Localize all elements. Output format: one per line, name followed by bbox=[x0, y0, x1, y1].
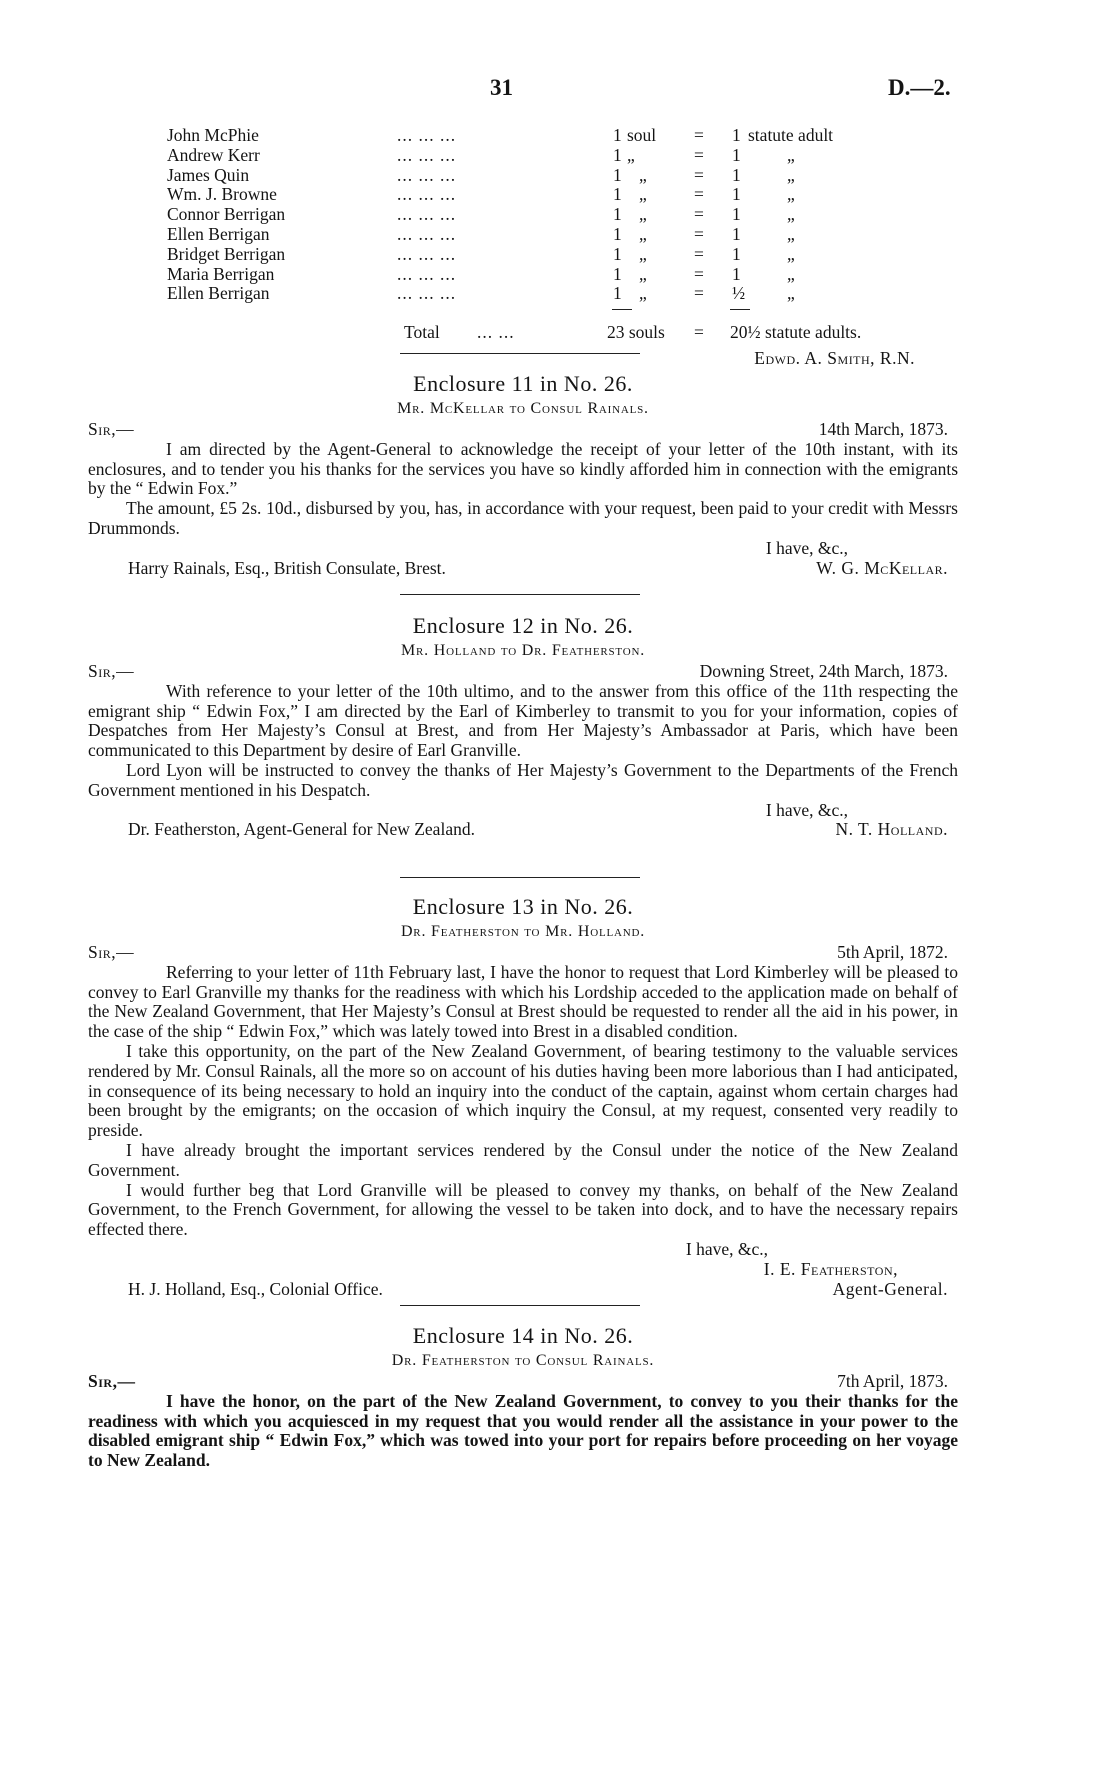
letter-paragraph: I take this opportunity, on the part of the New Zealand Government, of bearing testimony to the valuable services rendered by Mr. Consul Rainals, all the more so on account of his duties having been more laborious than I had anticipated, in consequence of its being necessary to hold an inquiry into the conduct of the captain, against whom certain charges had been brought by the emigrants; on the occasion of which inquiry the Consul, at my request, consented very readily to preside. bbox=[88, 1040, 958, 1141]
signature-line bbox=[88, 559, 958, 579]
roster-leader-dots: ... ... ... bbox=[397, 243, 457, 264]
salutation-line bbox=[88, 943, 958, 963]
letter-paragraph: I have the honor, on the part of the New Zealand Government, to convey to you their thanks for the readiness with which you acquiesced in my request that you would render all the assistance in your power to the disabled emigrant ship “ Edwin Fox,” which was towed into your port for repairs before proceeding on her voyage to New Zealand. bbox=[88, 1390, 958, 1471]
roster-name: Maria Berrigan bbox=[167, 263, 275, 284]
enclosure-11 bbox=[88, 370, 958, 578]
enclosure-title: Enclosure 14 in No. 26. bbox=[412, 1323, 634, 1348]
section-divider bbox=[400, 1305, 640, 1306]
roster-soul-unit: „ bbox=[639, 283, 647, 304]
sum-rule bbox=[730, 309, 750, 310]
roster-soul-count: 1 bbox=[613, 263, 622, 284]
roster-name: Connor Berrigan bbox=[167, 204, 286, 225]
roster-row bbox=[167, 185, 927, 205]
roster-row bbox=[167, 146, 927, 166]
total-equals: = bbox=[694, 322, 704, 343]
roster-soul-count: 1 bbox=[613, 125, 622, 145]
roster-soul-unit: „ bbox=[639, 263, 647, 284]
document-reference: D.—2. bbox=[888, 75, 951, 100]
roster-name: Andrew Kerr bbox=[167, 144, 260, 165]
addressee: Dr. Featherston, Agent-General for New Zealand. bbox=[128, 819, 475, 840]
roster-row bbox=[167, 126, 927, 146]
letter-paragraph: I would further beg that Lord Granville will be pleased to convey my thanks, on behalf of the New Zealand Government, to the French Government, for allowing the vessel to be taken into dock, and to have the necessary repairs effected there. bbox=[88, 1179, 958, 1240]
letter-closing: I have, &c., bbox=[765, 799, 848, 820]
signature-line bbox=[88, 820, 958, 840]
roster-adult-unit: „ bbox=[787, 204, 795, 225]
roster-leader-dots: ... ... ... bbox=[397, 184, 457, 205]
letter-closing: I have, &c., bbox=[685, 1238, 768, 1259]
roster-leader-dots: ... ... ... bbox=[397, 263, 457, 284]
roster-soul-unit: „ bbox=[639, 184, 647, 205]
roster-equals: = bbox=[694, 184, 704, 205]
addressee: Harry Rainals, Esq., British Consulate, Brest. bbox=[128, 557, 446, 578]
roster-equals: = bbox=[694, 144, 704, 165]
enclosure-title: Enclosure 11 in No. 26. bbox=[413, 371, 633, 396]
roster-signer: Edwd. A. Smith, R.N. bbox=[754, 348, 915, 369]
roster-name: Wm. J. Browne bbox=[167, 184, 277, 205]
roster-adult-count: 1 bbox=[732, 263, 741, 284]
roster-equals: = bbox=[694, 223, 704, 244]
roster-soul-unit: „ bbox=[639, 223, 647, 244]
roster-equals: = bbox=[694, 283, 704, 304]
signatory: N. T. Holland. bbox=[835, 819, 948, 840]
roster-total-row bbox=[167, 323, 927, 347]
salutation-line bbox=[88, 420, 958, 440]
roster-adult-count: 1 bbox=[732, 204, 741, 225]
salutation: Sir,— bbox=[88, 942, 135, 962]
roster-soul-count: 1 bbox=[613, 283, 622, 304]
salutation: Sir,— bbox=[88, 661, 135, 681]
letter-date: 5th April, 1872. bbox=[837, 942, 948, 962]
roster-adult-count: 1 bbox=[732, 243, 741, 264]
roster-leader-dots: ... ... ... bbox=[397, 144, 457, 165]
letter-paragraph: Referring to your letter of 11th February last, I have the honor to request that Lord Kimberley will be pleased to convey to Earl Granville my thanks for the readiness with which his Lordship acceded to the application made on behalf of the New Zealand Government, that Her Majesty’s Consul at Brest should be requested to render all the aid in his power, in the case of the ship “ Edwin Fox,” which was lately towed into Brest in a disabled condition. bbox=[88, 961, 958, 1042]
roster-soul-count: 1 bbox=[613, 223, 622, 244]
roster-row bbox=[167, 284, 927, 304]
roster-soul-unit: „ bbox=[639, 204, 647, 225]
roster-name: James Quin bbox=[167, 164, 250, 185]
salutation: Sir,— bbox=[88, 1371, 136, 1391]
roster-equals: = bbox=[694, 125, 704, 145]
signatory: I. E. Featherston, bbox=[763, 1258, 898, 1279]
roster-leader-dots: ... ... ... bbox=[397, 164, 457, 185]
enclosure-title: Enclosure 13 in No. 26. bbox=[412, 894, 634, 919]
roster-equals: = bbox=[694, 204, 704, 225]
roster-adult-count: 1 bbox=[732, 223, 741, 244]
roster-soul-count: 1 bbox=[613, 184, 622, 205]
roster-equals: = bbox=[694, 243, 704, 264]
roster-adult-unit: „ bbox=[787, 184, 795, 205]
enclosure-subtitle: Dr. Featherston to Mr. Holland. bbox=[400, 923, 646, 940]
total-leader-dots: ... ... bbox=[477, 322, 515, 343]
roster-row bbox=[167, 166, 927, 186]
letter-date: 14th March, 1873. bbox=[818, 419, 948, 439]
roster-soul-unit: „ bbox=[627, 144, 635, 165]
enclosure-subtitle: Mr. McKellar to Consul Rainals. bbox=[397, 400, 649, 417]
roster-soul-count: 1 bbox=[613, 243, 622, 264]
letter-paragraph: The amount, £5 2s. 10d., disbursed by you, has, in accordance with your request, been paid to your credit with Messrs Drummonds. bbox=[88, 498, 958, 538]
total-label: Total bbox=[404, 322, 440, 343]
total-souls: 23 souls bbox=[607, 322, 665, 343]
roster-row bbox=[167, 245, 927, 265]
roster-adult-unit: „ bbox=[787, 164, 795, 185]
enclosure-14 bbox=[88, 1322, 958, 1471]
roster-leader-dots: ... ... ... bbox=[397, 283, 457, 304]
roster-soul-unit: „ bbox=[639, 243, 647, 264]
roster-adult-unit: „ bbox=[787, 243, 795, 264]
salutation-line bbox=[88, 662, 958, 682]
salutation: Sir,— bbox=[88, 419, 135, 439]
roster-soul-unit: „ bbox=[639, 164, 647, 185]
roster-adult-count: 1 bbox=[732, 184, 741, 205]
roster-leader-dots: ... ... ... bbox=[397, 204, 457, 225]
roster-adult-count: 1 bbox=[732, 164, 741, 185]
roster-equals: = bbox=[694, 263, 704, 284]
section-divider bbox=[400, 594, 640, 595]
roster-soul-count: 1 bbox=[613, 204, 622, 225]
enclosure-subtitle: Mr. Holland to Dr. Featherston. bbox=[400, 642, 646, 659]
roster-adult-count: ½ bbox=[732, 283, 746, 304]
roster-adult-unit: „ bbox=[787, 263, 795, 284]
letter-closing: I have, &c., bbox=[765, 537, 848, 558]
roster-name: John McPhie bbox=[167, 125, 259, 145]
roster-leader-dots: ... ... ... bbox=[397, 125, 457, 145]
section-divider bbox=[400, 353, 640, 354]
letter-paragraph: Lord Lyon will be instructed to convey the thanks of Her Majesty’s Government to the Departments of the French Government mentioned in his Despatch. bbox=[88, 759, 958, 800]
roster-adult-unit: statute adult bbox=[748, 125, 834, 145]
letter-paragraph: I am directed by the Agent-General to acknowledge the receipt of your letter of the 10th instant, with its enclosures, and to tender you his thanks for the services you have so kindly afforded him in connection with the emigrants by the “ Edwin Fox.” bbox=[88, 438, 958, 499]
roster-adult-unit: „ bbox=[787, 283, 795, 304]
roster-row bbox=[167, 225, 927, 245]
roster-row bbox=[167, 265, 927, 285]
roster-name: Bridget Berrigan bbox=[167, 243, 286, 264]
sum-rule bbox=[612, 309, 632, 310]
roster-adult-unit: „ bbox=[787, 223, 795, 244]
roster-adult-count: 1 bbox=[732, 144, 741, 165]
enclosure-subtitle: Dr. Featherston to Consul Rainals. bbox=[391, 1352, 655, 1369]
enclosure-13 bbox=[88, 893, 958, 1299]
roster-equals: = bbox=[694, 164, 704, 185]
roster-adult-count: 1 bbox=[732, 125, 741, 145]
addressee: H. J. Holland, Esq., Colonial Office. bbox=[128, 1278, 383, 1299]
roster-adult-unit: „ bbox=[787, 144, 795, 165]
letter-paragraph: I have already brought the important services rendered by the Consul under the notice of the New Zealand Government. bbox=[88, 1139, 958, 1180]
emigrant-roster bbox=[167, 126, 927, 369]
roster-name: Ellen Berrigan bbox=[167, 223, 270, 244]
roster-leader-dots: ... ... ... bbox=[397, 223, 457, 244]
letter-date: 7th April, 1873. bbox=[837, 1371, 948, 1391]
signature-line bbox=[88, 1280, 958, 1300]
total-statute-adults: 20½ statute adults. bbox=[730, 322, 862, 343]
salutation-line bbox=[88, 1372, 958, 1392]
enclosure-12 bbox=[88, 612, 958, 840]
roster-row bbox=[167, 205, 927, 225]
roster-soul-count: 1 bbox=[613, 164, 622, 185]
roster-soul-unit: soul bbox=[627, 125, 657, 145]
roster-name: Ellen Berrigan bbox=[167, 283, 270, 304]
page-number: 31 bbox=[490, 75, 513, 100]
roster-soul-count: 1 bbox=[613, 144, 622, 165]
letter-date: Downing Street, 24th March, 1873. bbox=[699, 661, 948, 681]
section-divider bbox=[400, 877, 640, 878]
enclosure-title: Enclosure 12 in No. 26. bbox=[412, 613, 634, 638]
letter-paragraph: With reference to your letter of the 10th ultimo, and to the answer from this office of the 11th respecting the emigrant ship “ Edwin Fox,” I am directed by the Earl of Kimberley to transmit to you for your information, copies of Despatches from Her Majesty’s Consul at Brest, and from Her Majesty’s Ambassador at Paris, which have been communicated to this Department by desire of Earl Granville. bbox=[88, 680, 958, 761]
signatory-title: Agent-General. bbox=[832, 1278, 948, 1299]
signatory: W. G. McKellar. bbox=[816, 557, 948, 578]
sum-rules bbox=[167, 304, 927, 310]
